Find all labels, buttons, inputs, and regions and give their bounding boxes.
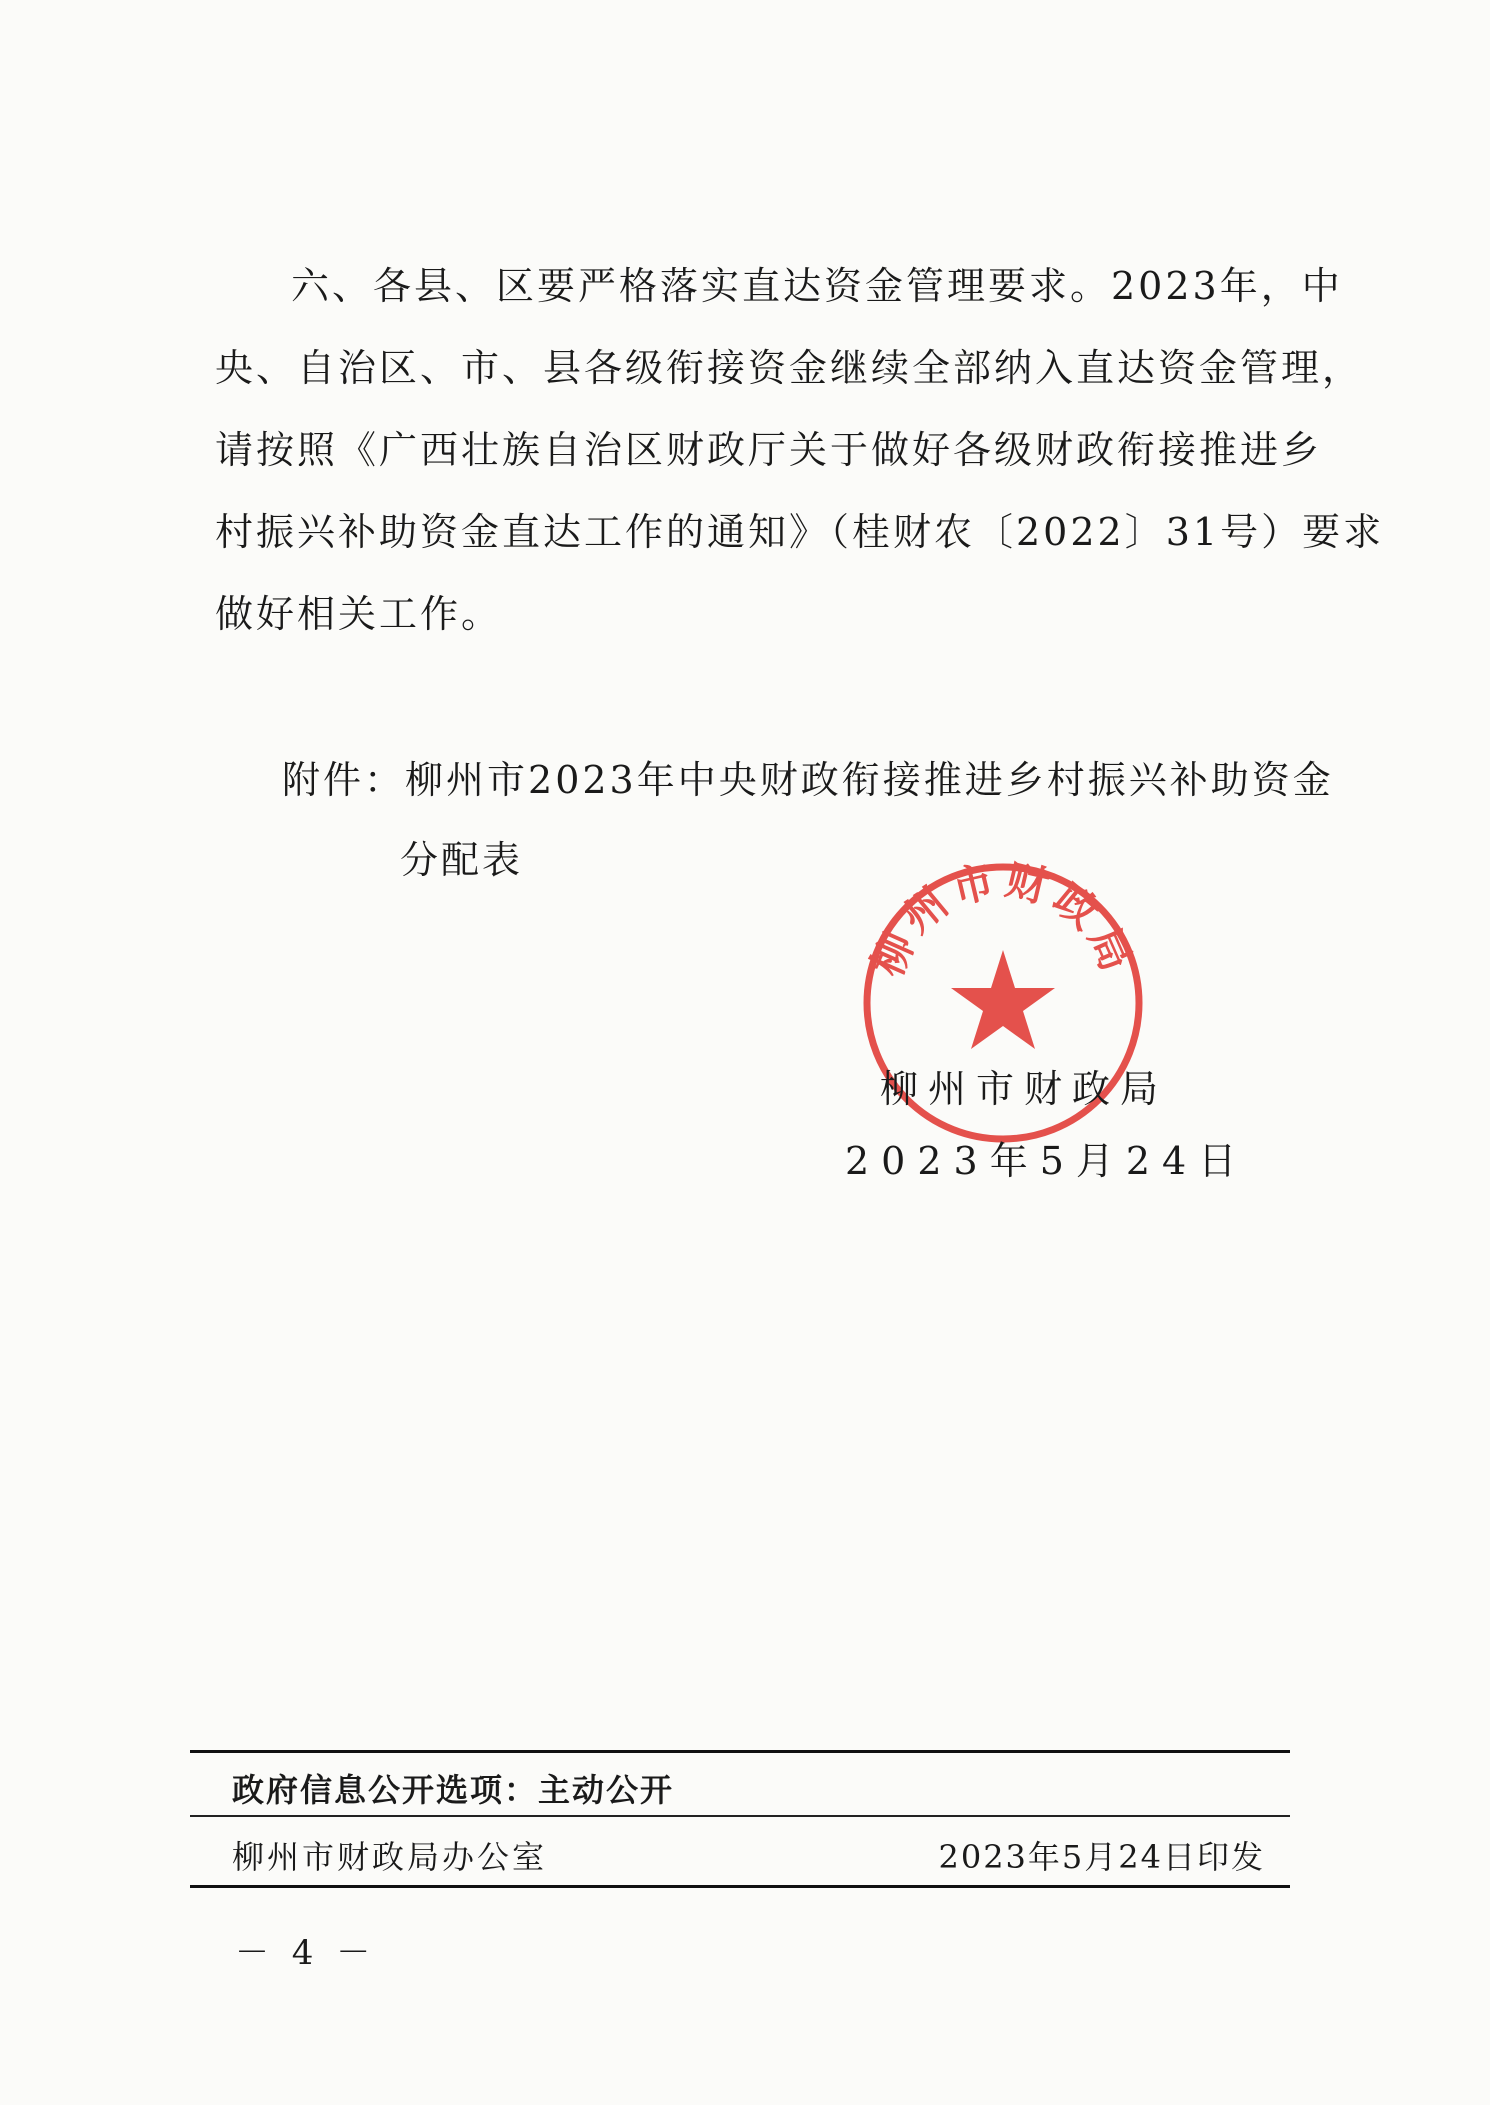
body-line: 六、各县、区要严格落实直达资金管理要求。2023年，中: [291, 264, 1343, 308]
body-line: 央、自治区、市、县各级衔接资金继续全部纳入直达资金管理，: [215, 346, 1364, 390]
footer-bottom-rule: [190, 1885, 1290, 1888]
page-number: － 4 －: [235, 1933, 377, 1973]
signing-date: 2023年5月24日: [845, 1139, 1249, 1183]
body-line: 村振兴补助资金直达工作的通知》（桂财农〔2022〕31号）要求: [215, 510, 1385, 554]
issue-date: 2023年5月24日印发: [938, 1838, 1265, 1876]
attachment-title-line2: 分配表: [400, 838, 524, 882]
footer-middle-rule: [190, 1815, 1290, 1817]
attachment-note: [282, 740, 1334, 900]
disclosure-option: 政府信息公开选项：主动公开: [232, 1771, 675, 1809]
issuing-office: 柳州市财政局办公室: [232, 1838, 548, 1876]
signing-organization: 柳州市财政局: [880, 1067, 1169, 1111]
body-line: 做好相关工作。: [215, 592, 503, 636]
attachment-label: 附件：: [282, 758, 406, 802]
seal-text: 柳州市财政局: [862, 858, 1144, 984]
attachment-title-line1: 柳州市2023年中央财政衔接推进乡村振兴补助资金: [405, 758, 1334, 802]
body-paragraph: [215, 245, 1385, 655]
footer-top-rule: [190, 1750, 1290, 1753]
body-line: 请按照《广西壮族自治区财政厅关于做好各级财政衔接推进乡: [215, 428, 1323, 472]
